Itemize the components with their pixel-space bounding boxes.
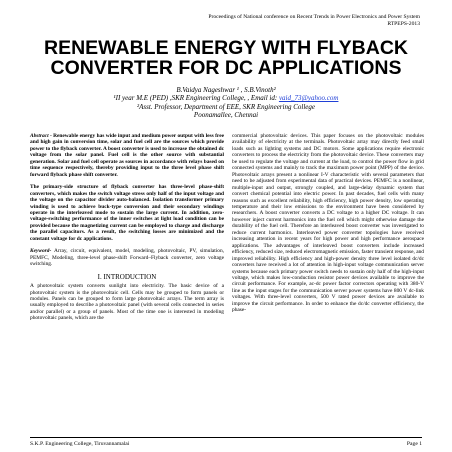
author-names: B.Vaidya Nageshwar ¹ , S.B.Vinoth²	[176, 86, 276, 94]
abstract-paragraph	[30, 133, 224, 178]
keywords-label: Keyword-	[30, 248, 52, 255]
footer-page-number: Page 1	[406, 441, 422, 447]
author-location: Poonamallee, Chennai	[193, 111, 259, 120]
title-line-1: RENEWABLE ENERGY WITH FLYBACK	[43, 37, 409, 59]
paper-title	[0, 38, 452, 78]
footer-divider	[30, 437, 422, 438]
affiliation-1-text: ¹II year M.E (PED) ,SKR Engineering College, , Email id:	[113, 94, 279, 103]
author-block	[0, 86, 452, 120]
abstract-text: - Renewable energy has wide input and medium power output with less free and high gain in conversion time, solar and fuel cell are the sources which provide power to the flyback converter. A boost converter is used to increase the obtained dc voltage from the solar panel. Fuel cell is the other source with substantial generation. Solar and fuel cell operate as sources in accordance with relays based on time sequence respectively, thereby providing input to the three level phase shift forward flyback phase shift converter.	[30, 133, 224, 178]
keywords-paragraph	[30, 248, 224, 267]
left-column	[30, 133, 224, 328]
author-affiliation-1	[0, 94, 452, 102]
title-line-2: CONVERTER FOR DC APPLICATIONS	[50, 57, 402, 79]
abstract-label: Abstract	[30, 133, 49, 139]
keywords-text: Array, circuit, equivalent, model, modeling, photovoltaic, PV, simulation, PEMFC, Modeling, three-level phase-shift Forward–Flyback converter, zero voltage switching.	[30, 248, 224, 268]
author-email-link[interactable]: vaid_73@yahoo.com	[278, 94, 339, 103]
footer-institution: S.K.P. Engineering College, Tiruvannamalai	[30, 441, 130, 447]
body-paragraph: commercial photovoltaic devices. This paper focuses on the photovoltaic modules availability of electricity at the terminals. Photovoltaic array may directly feed small loads such as lighting systems and DC motors. Some applications require electronic converters to process the electricity from the photovoltaic device. These converters may be used to regulate the voltage and current at the load, to control the power flow in grid connected systems and mainly to track the maximum power point (MPP) of the device. Photovoltaic arrays present a nonlinear I-V characteristic with several parameters that need to be adjusted from experimental data of practical devices. PEMFC is a nonlinear, multiple-input and output, strongly coupled, and large-delay dynamic system that convert chemical potential into electric power. In past decades, fuel cells with many reasons such as excellent reliability, high efficiency, high power density, low operating temperature and their low emissions to the environment have been considered by researchers. A boost converter converts a DC voltage to a higher DC voltage. It can however inject current harmonics into the fuel cell which might otherwise damage the durability of the fuel cell. Therefore an interleaved boost converter was investigated to reduce current harmonics. Interleaved power converter topologies have received increasing attention in recent years for high power and high performance aerospace applications. The advantages of interleaved boost converters include increased efficiency, reduced size, reduced electromagnetic emission, faster transient response, and improved reliability. High efficiency and high-power density three level isolated dc/dc converters have received a lot of attention in high-input voltage communication server systems because each primary power switch needs to sustain only half of the high-input voltage, which makes low-conduction resistor power devices available to improve the circuit performance. For example, ac-dc power factor correctors operating with 380-V line as the input stages for the communication server power systems have 800 V dc-link voltages. With three-level converters, 500 V rated power devices are available to improve the circuit performance. In order to enhance the dc/dc converter efficiency, the phase-	[232, 133, 424, 314]
conference-code: RTPEPS-2013	[387, 21, 420, 27]
right-column	[232, 133, 424, 320]
conference-header: Proceedings of National conference on Recent Trends in Power Electronics and Power System	[208, 14, 420, 20]
author-affiliation-2: ²Asst. Professor, Department of EEE, SKR Engineering College	[137, 102, 315, 111]
introduction-paragraph: A photovoltaic system converts sunlight into electricity. The basic device of a photovoltaic system is the photovoltaic cell. Cells may be grouped to form panels or modules. Panels can be grouped to form large photovoltaic arrays. The term array is usually employed to describe a photovoltaic panel (with several cells connected in series and/or parallel) or a group of panels. Most of the time one is interested in modeling photovoltaic panels, which are the	[30, 283, 224, 322]
introduction-heading: I. INTRODUCTION	[97, 272, 157, 281]
abstract-paragraph-2: The primary-side structure of flyback converter has three-level phase-shift converters, which makes the switch voltage stress only half of the input voltage and the voltage on the capacitor divider auto-balanced. Isolation transformer primary winding is used to achieve buck-type conversion and their secondary windings operate in the interleaved mode to sustain the large current. In addition, zero-voltage-switching performance of the inner switches at light load condition can be provided because the magnetizing current can be employed to charge and discharge the parallel capacitors. As a result, the switching losses are minimized and the constant voltage for dc applications.	[30, 184, 224, 242]
